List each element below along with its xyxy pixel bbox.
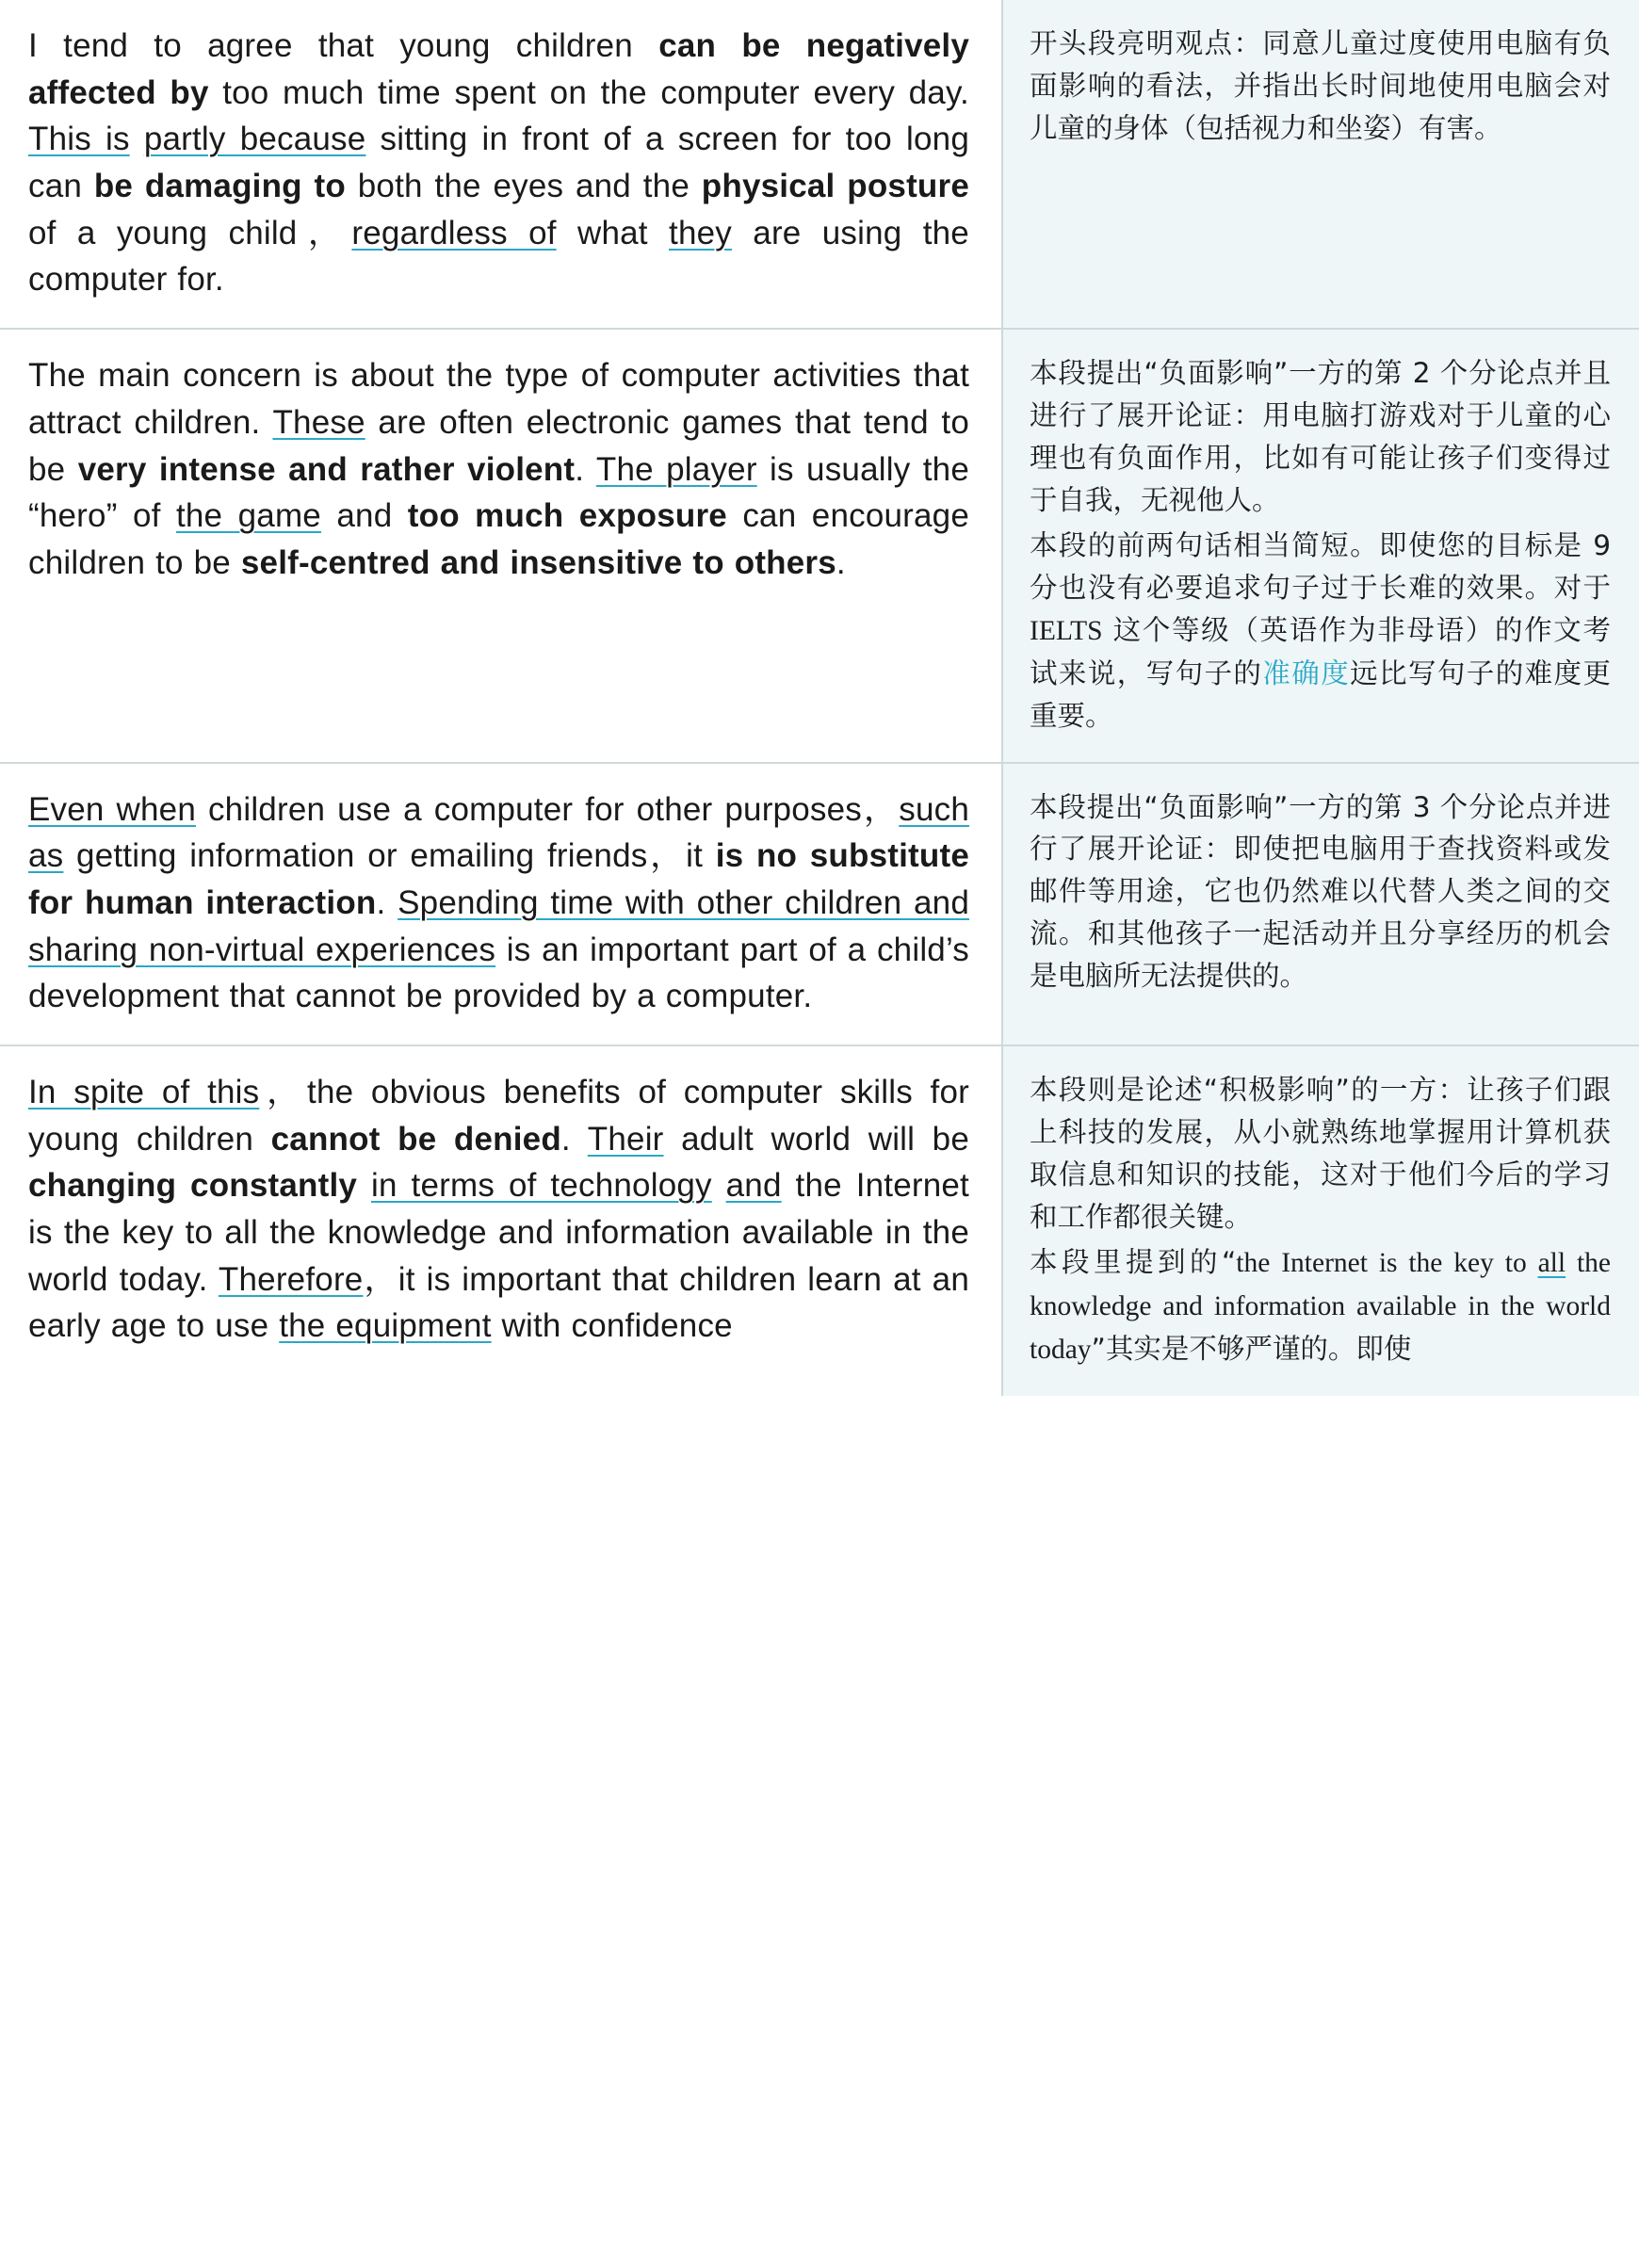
essay-paragraph-cell	[0, 330, 1003, 761]
essay-paragraph-text: In spite of this，the obvious benefits of computer skills for young children cannot be denied. Their adult world will be changing constantly in terms of technology and the Internet is the key to all the knowledge and information available in the world today. Therefore，it is important that children learn at an early age to use the equipment with confidence	[28, 1074, 970, 1345]
commentary-cell	[1003, 330, 1639, 761]
essay-paragraph-text: The main concern is about the type of computer activities that attract children. These are often electronic games that tend to be very intense and rather violent. The player is usually the “hero” of the game and too much exposure can encourage children to be self-centred and insensitive to others.	[28, 357, 970, 581]
commentary-paragraph: 本段里提到的“the Internet is the key to all the knowledge and information available in the world today”其实是不够严谨的。即使	[1030, 1246, 1611, 1365]
commentary-paragraph: 本段提出“负面影响”一方的第 3 个分论点并进行了展开论证：即使把电脑用于查找资料或发邮件等用途，它也仍然难以代替人类之间的交流。和其他孩子一起活动并且分享经历的机会是电脑所无法提供的。	[1030, 790, 1611, 992]
annotation-row	[0, 764, 1639, 1046]
annotation-row	[0, 1046, 1639, 1396]
essay-paragraph-cell	[0, 1046, 1003, 1396]
commentary-paragraph: 本段则是论述“积极影响”的一方：让孩子们跟上科技的发展，从小就熟练地掌握用计算机获取信息和知识的技能，这对于他们今后的学习和工作都很关键。	[1030, 1074, 1611, 1233]
commentary-cell	[1003, 764, 1639, 1045]
annotation-row	[0, 330, 1639, 763]
commentary-paragraph: 本段提出“负面影响”一方的第 2 个分论点并且进行了展开论证：用电脑打游戏对于儿童的心理也有负面作用，比如有可能让孩子们变得过于自我，无视他人。	[1030, 357, 1611, 516]
essay-paragraph-text: I tend to agree that young children can be negatively affected by too much time spent on the computer every day. This is partly because sitting in front of a screen for too long can be damaging to both the eyes and the physical posture of a young child，regardless of what they are using the computer for.	[28, 27, 969, 299]
commentary-paragraph: 开头段亮明观点：同意儿童过度使用电脑有负面影响的看法，并指出长时间地使用电脑会对儿童的身体（包括视力和坐姿）有害。	[1030, 27, 1611, 144]
commentary-cell	[1003, 1046, 1639, 1396]
essay-paragraph-cell	[0, 764, 1003, 1045]
essay-paragraph-cell	[0, 0, 1003, 328]
commentary-paragraph: 本段的前两句话相当简短。即使您的目标是 9 分也没有必要追求句子过于长难的效果。对于 IELTS 这个等级（英语作为非母语）的作文考试来说，写句子的准确度远比写句子的难度更重要。	[1030, 529, 1611, 732]
annotation-row	[0, 0, 1639, 330]
essay-paragraph-text: Even when children use a computer for other purposes，such as getting information or emailing friends，it is no substitute for human interaction. Spending time with other children and sharing non-virtual experiences is an important part of a child’s development that cannot be provided by a computer.	[28, 790, 970, 1015]
commentary-cell	[1003, 0, 1639, 328]
